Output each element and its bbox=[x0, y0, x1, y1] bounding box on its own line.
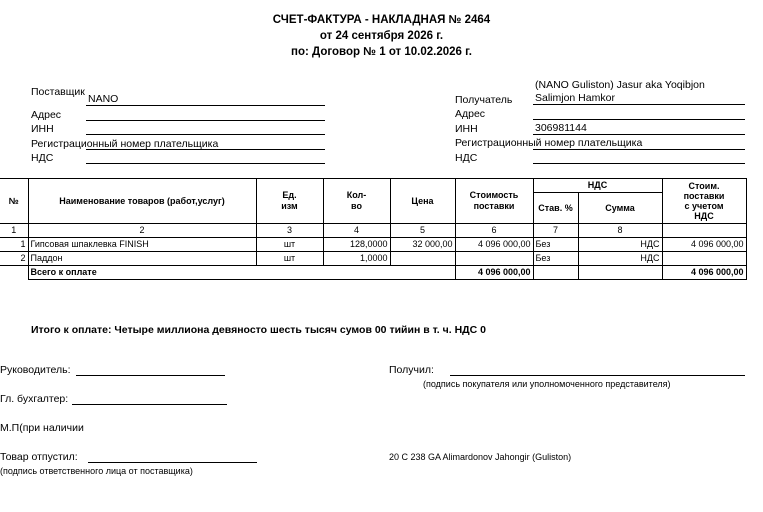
col-number: 5 bbox=[390, 224, 455, 238]
col-header-vat: НДС bbox=[533, 179, 662, 193]
items-table bbox=[0, 178, 747, 280]
row-name: Паддон bbox=[28, 252, 256, 266]
row-unit: шт bbox=[256, 252, 323, 266]
released-sign-line bbox=[88, 462, 257, 463]
col-number: 7 bbox=[533, 224, 578, 238]
col-header-unit: Ед. изм bbox=[256, 179, 323, 224]
col-header-no: № bbox=[0, 179, 28, 224]
row-vat-rate: Без bbox=[533, 252, 578, 266]
row-cost bbox=[455, 252, 533, 266]
recipient-inn-label: ИНН bbox=[455, 123, 478, 135]
col-number: 3 bbox=[256, 224, 323, 238]
supplier-vat-label: НДС bbox=[31, 152, 54, 164]
director-label: Руководитель: bbox=[0, 364, 71, 376]
amount-in-words: Итого к оплате: Четыре миллиона девяносто шесть тысяч сумов 00 тийин в т. ч. НДС 0 bbox=[31, 324, 486, 336]
recipient-inn-line bbox=[533, 134, 745, 135]
received-label: Получил: bbox=[389, 364, 434, 376]
accountant-label: Гл. бухгалтер: bbox=[0, 393, 69, 405]
courier-info: 20 С 238 GA Alimardonov Jahongir (Guliston) bbox=[389, 452, 572, 462]
total-label: Всего к оплате bbox=[28, 266, 455, 280]
row-vat-rate: Без bbox=[533, 238, 578, 252]
col-header-name: Наименование товаров (работ,услуг) bbox=[28, 179, 256, 224]
stamp-label: М.П(при наличии bbox=[0, 422, 84, 434]
supplier-address-label: Адрес bbox=[31, 109, 62, 121]
released-label: Товар отпустил: bbox=[0, 451, 78, 463]
row-no: 1 bbox=[0, 238, 28, 252]
row-vat-sum: НДС bbox=[578, 252, 662, 266]
col-header-vat-sum: Сумма bbox=[578, 193, 662, 224]
recipient-name-line bbox=[533, 104, 745, 105]
row-vat-sum: НДС bbox=[578, 238, 662, 252]
supplier-reg-line bbox=[86, 149, 325, 150]
recipient-vat-line bbox=[533, 163, 745, 164]
row-no: 2 bbox=[0, 252, 28, 266]
supplier-label: Поставщик bbox=[31, 86, 85, 98]
total-row bbox=[0, 266, 746, 280]
received-sign-line bbox=[450, 375, 745, 376]
row-cost: 4 096 000,00 bbox=[455, 238, 533, 252]
row-qty: 1,0000 bbox=[323, 252, 390, 266]
row-unit: шт bbox=[256, 238, 323, 252]
col-number: 8 bbox=[578, 224, 662, 238]
row-name: Гипсовая шпаклевка FINISH bbox=[28, 238, 256, 252]
recipient-label: Получатель bbox=[455, 94, 513, 106]
row-total bbox=[662, 252, 746, 266]
supplier-reg-label: Регистрационный номер плательщика bbox=[31, 138, 219, 150]
supplier-address-line bbox=[86, 120, 325, 121]
total-sum: 4 096 000,00 bbox=[662, 266, 746, 280]
received-hint: (подпись покупателя или уполномоченного представителя) bbox=[423, 379, 671, 389]
total-cost: 4 096 000,00 bbox=[455, 266, 533, 280]
supplier-vat-line bbox=[86, 163, 325, 164]
recipient-name-top: (NANO Guliston) Jasur aka Yoqibjon bbox=[535, 79, 705, 91]
row-price: 32 000,00 bbox=[390, 238, 455, 252]
recipient-reg-label: Регистрационный номер плательщика bbox=[455, 137, 643, 149]
table-row bbox=[0, 252, 746, 266]
table-row bbox=[0, 238, 746, 252]
accountant-sign-line bbox=[72, 404, 227, 405]
recipient-name: Salimjon Hamkor bbox=[535, 92, 615, 104]
invoice-date: от 24 сентября 2026 г. bbox=[319, 30, 444, 42]
row-price bbox=[390, 252, 455, 266]
released-hint: (подпись ответственного лица от поставщика) bbox=[0, 466, 193, 476]
col-header-price: Цена bbox=[390, 179, 455, 224]
invoice-title: СЧЕТ-ФАКТУРА - НАКЛАДНАЯ № 2464 bbox=[272, 14, 491, 26]
recipient-address-line bbox=[533, 119, 745, 120]
col-header-total: Стоим. поставки с учетом НДС bbox=[662, 179, 746, 224]
row-total: 4 096 000,00 bbox=[662, 238, 746, 252]
supplier-name-line bbox=[86, 105, 325, 106]
supplier-name: NANO bbox=[88, 93, 119, 105]
col-number: 2 bbox=[28, 224, 256, 238]
recipient-vat-label: НДС bbox=[455, 152, 478, 164]
col-header-cost: Стоимость поставки bbox=[455, 179, 533, 224]
supplier-inn-line bbox=[86, 134, 325, 135]
col-number: 1 bbox=[0, 224, 28, 238]
recipient-address-label: Адрес bbox=[455, 108, 486, 120]
supplier-inn-label: ИНН bbox=[31, 123, 54, 135]
recipient-inn: 306981144 bbox=[535, 122, 587, 134]
recipient-reg-line bbox=[533, 149, 745, 150]
col-number: 4 bbox=[323, 224, 390, 238]
col-number: 6 bbox=[455, 224, 533, 238]
director-sign-line bbox=[76, 375, 225, 376]
col-header-qty: Кол- во bbox=[323, 179, 390, 224]
col-header-vat-rate: Став. % bbox=[533, 193, 578, 224]
contract-line: по: Договор № 1 от 10.02.2026 г. bbox=[291, 46, 472, 58]
row-qty: 128,0000 bbox=[323, 238, 390, 252]
